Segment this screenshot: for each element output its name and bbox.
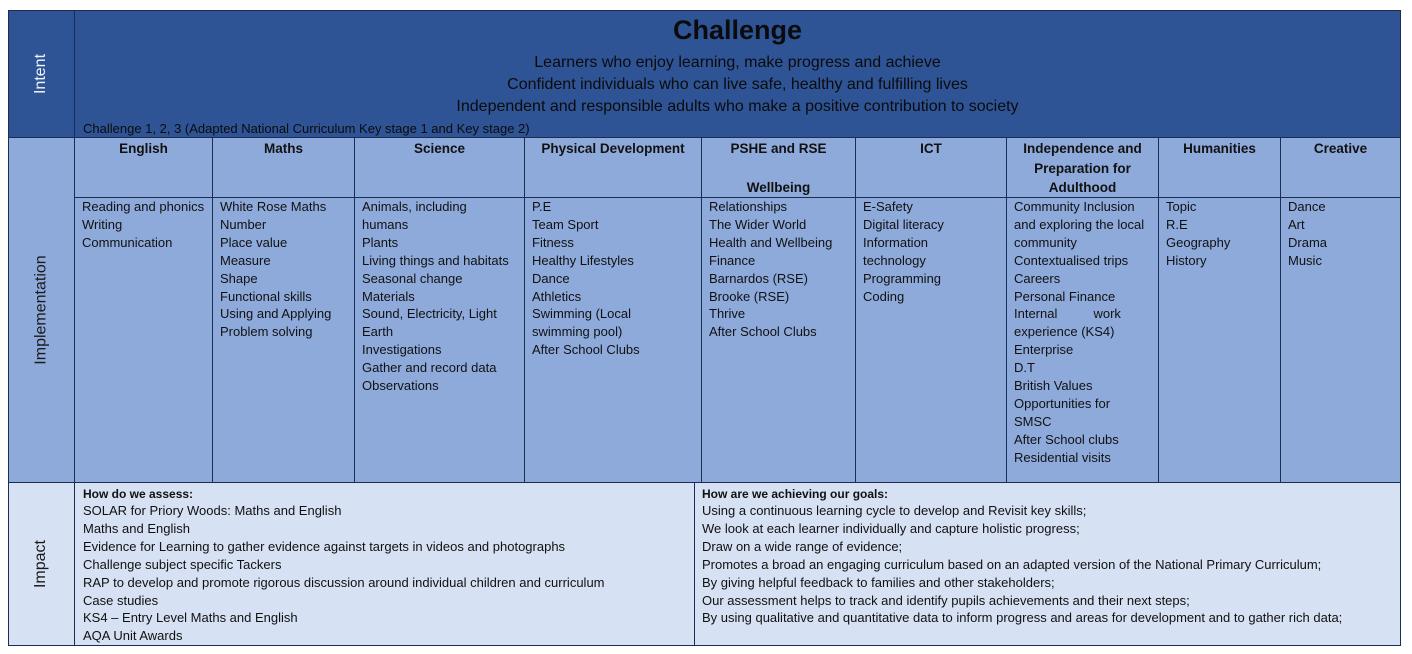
list-item: D.T [1014, 360, 1035, 376]
column-header-line: Physical Development [541, 141, 685, 156]
list-item: Drama [1288, 234, 1328, 250]
list-item: Living things and habitats [362, 252, 509, 268]
column-ict [856, 138, 1007, 482]
list-item: Our assessment helps to track and identify pupils achievements and their next steps; [702, 592, 1190, 608]
list-item: Writing [82, 216, 123, 232]
list-item: and exploring the local [1014, 216, 1145, 232]
column-items [532, 198, 697, 359]
list-item: R.E [1166, 216, 1188, 232]
list-item: Residential visits [1014, 449, 1111, 465]
list-item: Place value [220, 234, 288, 250]
list-item: Evidence for Learning to gather evidence against targets in videos and photographs [83, 538, 566, 554]
impact-label: Impact [32, 539, 50, 589]
list-item: technology [863, 252, 926, 268]
list-item: Number [220, 216, 267, 232]
assess-list [83, 502, 694, 645]
list-item: Art [1288, 216, 1305, 232]
list-item: Brooke (RSE) [709, 288, 790, 304]
list-item: After School Clubs [709, 324, 817, 340]
list-item: Case studies [83, 592, 159, 608]
column-header-line: PSHE and RSE [730, 141, 827, 156]
column-items [863, 198, 1002, 305]
column-header [1281, 138, 1400, 198]
list-item: humans [362, 216, 409, 232]
assessment-panel [75, 483, 695, 645]
list-item: RAP to develop and promote rigorous discussion around individual children and curriculum [83, 574, 605, 590]
goals-panel [695, 483, 1400, 645]
list-item: Thrive [709, 306, 746, 322]
column-header-line: Adulthood [1048, 180, 1117, 195]
list-item: Opportunities for [1014, 395, 1111, 411]
list-item: SMSC [1014, 413, 1052, 429]
list-item: By giving helpful feedback to families and other stakeholders; [702, 574, 1055, 590]
list-item: White Rose Maths [220, 199, 327, 214]
column-header-line: English [119, 141, 168, 156]
list-item: Finance [709, 252, 756, 268]
list-item: Animals, including [362, 199, 467, 214]
list-item: Music [1288, 252, 1322, 268]
implementation-label: Implementation [32, 255, 50, 365]
column-header-line: ICT [920, 141, 942, 156]
column-header-line: Wellbeing [746, 180, 811, 195]
list-item: By using qualitative and quantitative data to inform progress and areas for development and to gather rich data; [702, 610, 1343, 626]
list-item: Dance [1288, 199, 1326, 214]
list-item: Personal Finance [1014, 288, 1116, 304]
column-pshe-rse [702, 138, 856, 482]
list-item: SOLAR for Priory Woods: Maths and English [83, 503, 342, 518]
list-item: Contextualised trips [1014, 252, 1129, 268]
list-item: Shape [220, 270, 258, 286]
intent-statements [75, 52, 1400, 118]
column-items [1166, 198, 1276, 270]
column-header [355, 138, 524, 198]
list-item: Materials [362, 288, 415, 304]
list-item: Investigations [362, 342, 442, 358]
column-header-line: Maths [263, 141, 303, 156]
intent-line: Learners who enjoy learning, make progress and achieve [534, 54, 941, 71]
list-item: Using a continuous learning cycle to develop and Revisit key skills; [702, 503, 1087, 518]
column-header [1159, 138, 1280, 198]
column-items [1288, 198, 1396, 270]
list-item: Plants [362, 234, 399, 250]
implementation-row-label [9, 138, 75, 483]
column-items [220, 198, 350, 341]
column-items [362, 198, 520, 395]
list-item: After School Clubs [532, 342, 640, 358]
column-header [525, 138, 701, 198]
intent-line: Confident individuals who can live safe, healthy and fulfilling lives [507, 76, 968, 93]
list-item: Healthy Lifestyles [532, 252, 634, 268]
list-item: Relationships [709, 199, 788, 214]
column-header [856, 138, 1006, 198]
list-item: Digital literacy [863, 216, 944, 232]
list-item: Maths and English [83, 520, 190, 536]
list-item: Geography [1166, 234, 1231, 250]
list-item: Topic [1166, 199, 1197, 214]
column-header [213, 138, 354, 198]
list-item: Using and Applying [220, 306, 332, 322]
list-item: Community Inclusion [1014, 199, 1135, 214]
column-items [1014, 198, 1154, 467]
list-item: Draw on a wide range of evidence; [702, 538, 903, 554]
column-header-line: Humanities [1183, 141, 1256, 156]
list-item: Coding [863, 288, 905, 304]
intent-subtitle: Challenge 1, 2, 3 (Adapted National Curriculum Key stage 1 and Key stage 2) [83, 121, 530, 136]
list-item: Challenge subject specific Tackers [83, 556, 282, 572]
list-item: Reading and phonics [82, 199, 205, 214]
list-item: British Values [1014, 378, 1093, 394]
list-item: Internal work [1014, 306, 1121, 322]
intent-line: Independent and responsible adults who make a positive contribution to society [456, 98, 1019, 115]
list-item: After School clubs [1014, 431, 1119, 447]
column-maths [213, 138, 355, 482]
intent-label: Intent [32, 53, 50, 95]
list-item: Health and Wellbeing [709, 234, 833, 250]
list-item: Swimming (Local [532, 306, 631, 322]
list-item: Gather and record data [362, 360, 497, 376]
list-item: Seasonal change [362, 270, 463, 286]
column-english [75, 138, 213, 482]
implementation-section [75, 138, 1400, 483]
list-item: Athletics [532, 288, 582, 304]
curriculum-table [8, 10, 1401, 646]
list-item: Information [863, 234, 929, 250]
column-science [355, 138, 525, 482]
list-item: swimming pool) [532, 324, 623, 340]
page-title: Challenge [672, 15, 803, 45]
column-header [75, 138, 212, 198]
column-header-line: Independence and [1023, 141, 1142, 156]
list-item: AQA Unit Awards [83, 628, 183, 644]
list-item: Dance [532, 270, 570, 286]
column-humanities [1159, 138, 1281, 482]
list-item: Careers [1014, 270, 1061, 286]
list-item: Sound, Electricity, Light [362, 306, 497, 322]
intent-section [75, 11, 1400, 138]
column-physical-development [525, 138, 702, 482]
column-header-line: Creative [1313, 141, 1368, 156]
assess-heading: How do we assess: [83, 487, 194, 501]
list-item: We look at each learner individually and capture holistic progress; [702, 520, 1080, 536]
list-item: Enterprise [1014, 342, 1074, 358]
list-item: Programming [863, 270, 942, 286]
column-items [82, 198, 208, 252]
list-item: E-Safety [863, 199, 913, 214]
column-creative [1281, 138, 1400, 482]
column-header-line: Science [413, 141, 466, 156]
list-item: History [1166, 252, 1207, 268]
column-header-line [702, 159, 855, 179]
column-independence [1007, 138, 1159, 482]
list-item: community [1014, 234, 1077, 250]
list-item: Team Sport [532, 216, 599, 232]
column-header [1007, 138, 1158, 198]
goals-heading: How are we achieving our goals: [702, 487, 889, 501]
list-item: Observations [362, 378, 439, 394]
list-item: Measure [220, 252, 271, 268]
list-item: Earth [362, 324, 394, 340]
list-item: experience (KS4) [1014, 324, 1115, 340]
list-item: Communication [82, 234, 173, 250]
list-item: Fitness [532, 234, 574, 250]
list-item: Problem solving [220, 324, 313, 340]
goals-list [702, 502, 1400, 627]
column-items [709, 198, 851, 341]
list-item: Barnardos (RSE) [709, 270, 808, 286]
list-item: P.E [532, 199, 552, 214]
intent-row-label [9, 11, 75, 138]
impact-row-label [9, 483, 75, 645]
impact-section [75, 483, 1400, 645]
list-item: Promotes a broad an engaging curriculum based on an adapted version of the National Primary Curriculum; [702, 556, 1322, 572]
column-header [702, 138, 855, 198]
list-item: KS4 – Entry Level Maths and English [83, 610, 298, 626]
list-item: Functional skills [220, 288, 312, 304]
column-header-line: Preparation for [1034, 160, 1131, 176]
list-item: The Wider World [709, 216, 807, 232]
